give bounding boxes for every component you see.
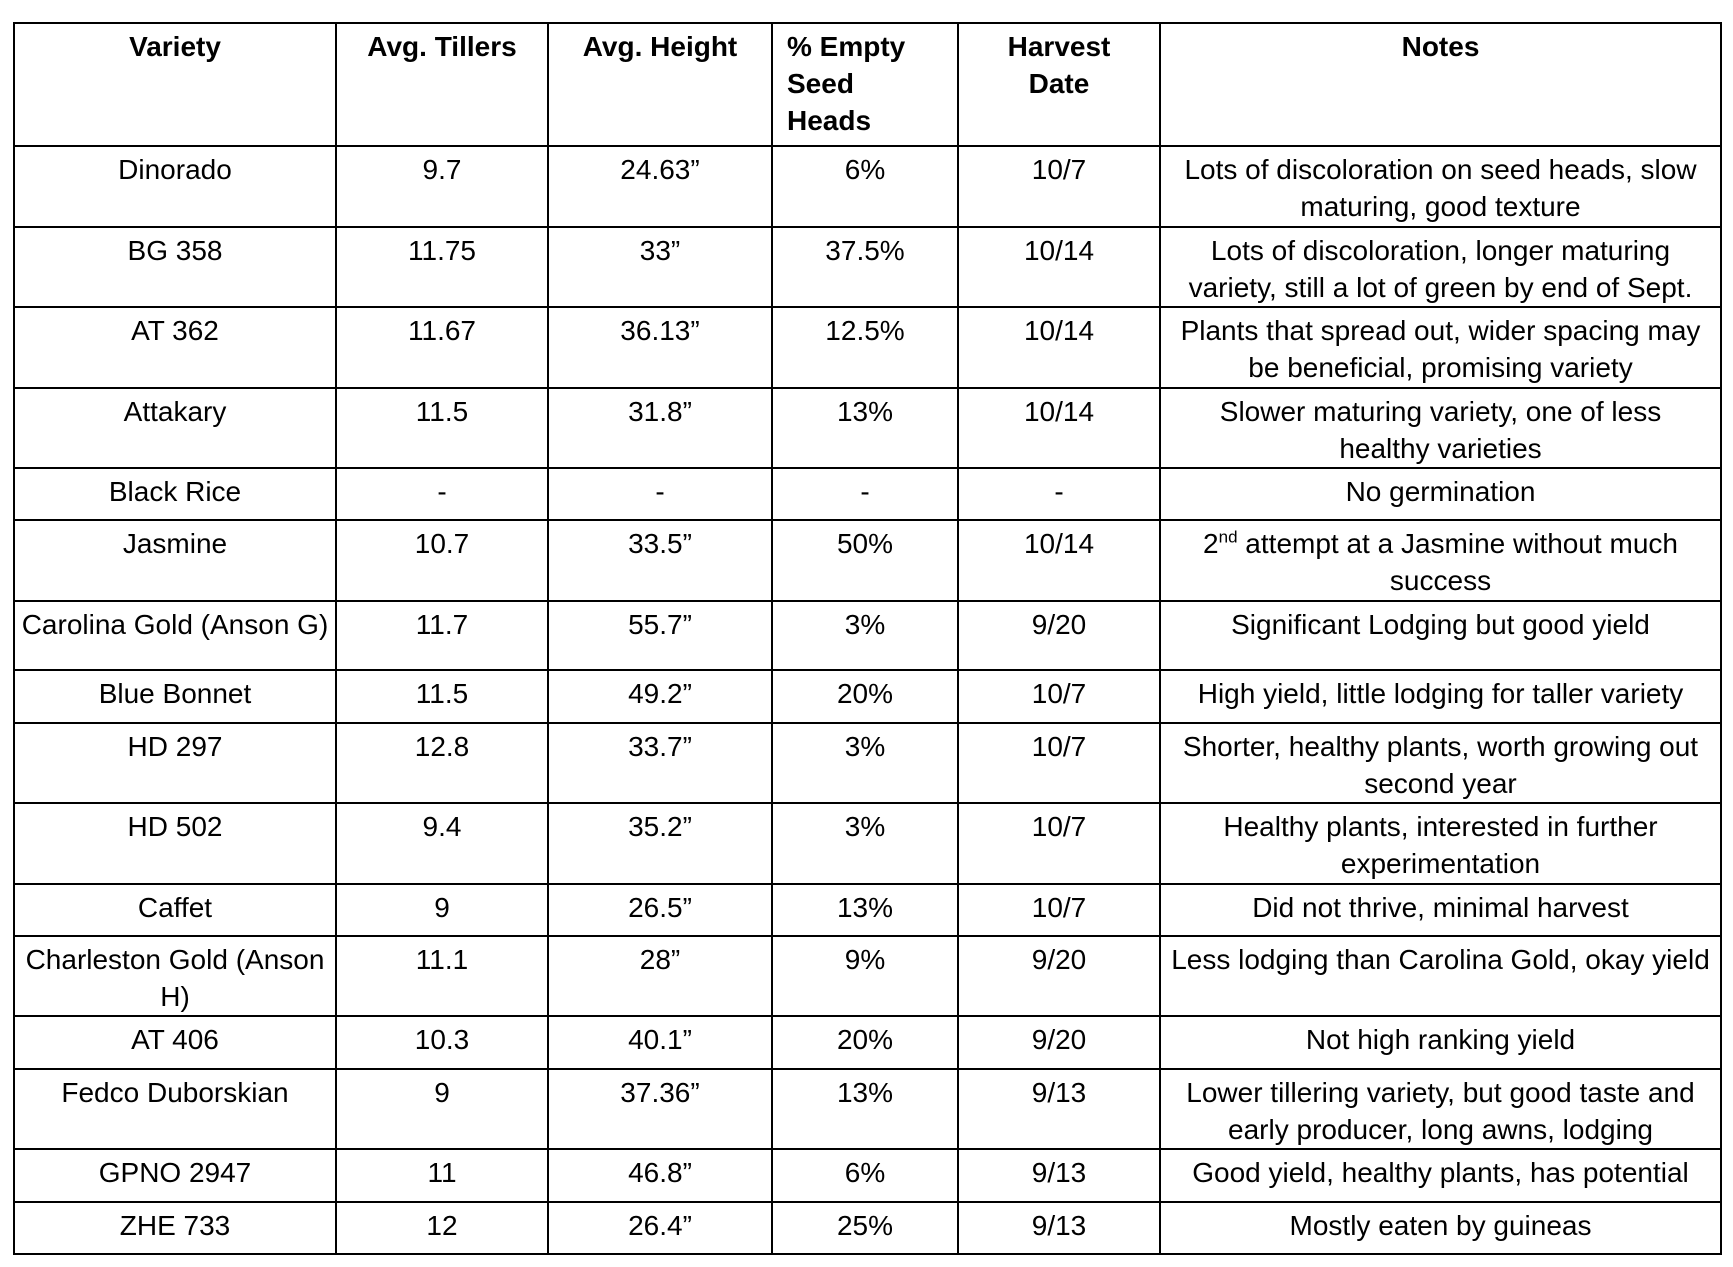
header-notes: Notes: [1160, 23, 1721, 146]
cell-empty-seed-heads: 3%: [772, 723, 958, 804]
cell-avg-tillers: 10.7: [336, 520, 548, 601]
cell-notes: Lots of discoloration on seed heads, slow maturing, good texture: [1160, 146, 1721, 227]
table-row: [14, 520, 1721, 601]
cell-avg-height: 33.5”: [548, 520, 772, 601]
cell-avg-height: 26.5”: [548, 884, 772, 936]
cell-variety: AT 406: [14, 1016, 336, 1068]
cell-notes: Good yield, healthy plants, has potential: [1160, 1149, 1721, 1201]
cell-avg-height: 24.63”: [548, 146, 772, 227]
cell-notes: Less lodging than Carolina Gold, okay yield: [1160, 936, 1721, 1017]
header-avg-height: Avg. Height: [548, 23, 772, 146]
cell-avg-height: 36.13”: [548, 307, 772, 388]
cell-avg-tillers: 11.1: [336, 936, 548, 1017]
cell-harvest-date: 10/14: [958, 520, 1160, 601]
table-row: [14, 307, 1721, 388]
cell-empty-seed-heads: 9%: [772, 936, 958, 1017]
cell-notes: Slower maturing variety, one of less healthy varieties: [1160, 388, 1721, 469]
cell-harvest-date: 10/7: [958, 723, 1160, 804]
table-row: [14, 803, 1721, 884]
cell-avg-tillers: 11.7: [336, 601, 548, 670]
cell-harvest-date: 9/20: [958, 601, 1160, 670]
cell-variety: Caffet: [14, 884, 336, 936]
cell-harvest-date: 10/7: [958, 803, 1160, 884]
cell-notes: Plants that spread out, wider spacing may be beneficial, promising variety: [1160, 307, 1721, 388]
cell-empty-seed-heads: 13%: [772, 1069, 958, 1150]
cell-avg-tillers: 9.4: [336, 803, 548, 884]
cell-variety: Dinorado: [14, 146, 336, 227]
cell-avg-tillers: 11.5: [336, 670, 548, 722]
cell-avg-tillers: 11.67: [336, 307, 548, 388]
table-row: [14, 146, 1721, 227]
notes-superscript: nd: [1218, 528, 1238, 547]
cell-avg-tillers: -: [336, 468, 548, 520]
cell-harvest-date: 9/20: [958, 936, 1160, 1017]
cell-notes: Significant Lodging but good yield: [1160, 601, 1721, 670]
cell-avg-tillers: 12.8: [336, 723, 548, 804]
table-row: [14, 1069, 1721, 1150]
cell-empty-seed-heads: 20%: [772, 1016, 958, 1068]
cell-avg-tillers: 10.3: [336, 1016, 548, 1068]
table-row: [14, 601, 1721, 670]
cell-avg-height: 49.2”: [548, 670, 772, 722]
cell-avg-height: 33.7”: [548, 723, 772, 804]
cell-empty-seed-heads: 3%: [772, 601, 958, 670]
cell-avg-height: 26.4”: [548, 1202, 772, 1254]
cell-avg-height: 31.8”: [548, 388, 772, 469]
cell-variety: Charleston Gold (Anson H): [14, 936, 336, 1017]
table-row: [14, 936, 1721, 1017]
table-row: [14, 468, 1721, 520]
notes-text: attempt at a Jasmine without much success: [1237, 528, 1678, 597]
cell-empty-seed-heads: 13%: [772, 884, 958, 936]
cell-avg-height: 55.7”: [548, 601, 772, 670]
cell-variety: Blue Bonnet: [14, 670, 336, 722]
table-row: [14, 1149, 1721, 1201]
cell-notes: High yield, little lodging for taller variety: [1160, 670, 1721, 722]
cell-variety: Carolina Gold (Anson G): [14, 601, 336, 670]
table-row: [14, 388, 1721, 469]
cell-variety: GPNO 2947: [14, 1149, 336, 1201]
cell-avg-height: 35.2”: [548, 803, 772, 884]
cell-empty-seed-heads: 20%: [772, 670, 958, 722]
table-row: [14, 1202, 1721, 1254]
cell-empty-seed-heads: 25%: [772, 1202, 958, 1254]
header-empty-seed-heads: % Empty Seed Heads: [772, 23, 958, 146]
cell-notes: [1160, 520, 1721, 601]
cell-empty-seed-heads: 3%: [772, 803, 958, 884]
cell-harvest-date: 10/14: [958, 307, 1160, 388]
cell-avg-height: 46.8”: [548, 1149, 772, 1201]
cell-avg-tillers: 9: [336, 884, 548, 936]
cell-notes: Lower tillering variety, but good taste and early producer, long awns, lodging: [1160, 1069, 1721, 1150]
cell-harvest-date: -: [958, 468, 1160, 520]
cell-variety: Attakary: [14, 388, 336, 469]
cell-variety: AT 362: [14, 307, 336, 388]
cell-harvest-date: 9/13: [958, 1202, 1160, 1254]
header-row: [14, 23, 1721, 146]
cell-avg-tillers: 11.5: [336, 388, 548, 469]
cell-avg-height: 37.36”: [548, 1069, 772, 1150]
cell-variety: HD 297: [14, 723, 336, 804]
cell-avg-height: 28”: [548, 936, 772, 1017]
cell-harvest-date: 9/13: [958, 1069, 1160, 1150]
cell-avg-height: 33”: [548, 227, 772, 308]
cell-harvest-date: 10/7: [958, 670, 1160, 722]
cell-empty-seed-heads: 37.5%: [772, 227, 958, 308]
cell-notes: Lots of discoloration, longer maturing variety, still a lot of green by end of Sept.: [1160, 227, 1721, 308]
cell-empty-seed-heads: 6%: [772, 1149, 958, 1201]
cell-variety: Black Rice: [14, 468, 336, 520]
cell-harvest-date: 10/14: [958, 227, 1160, 308]
cell-harvest-date: 10/7: [958, 884, 1160, 936]
cell-harvest-date: 9/20: [958, 1016, 1160, 1068]
cell-empty-seed-heads: 6%: [772, 146, 958, 227]
cell-notes: No germination: [1160, 468, 1721, 520]
cell-avg-tillers: 9.7: [336, 146, 548, 227]
cell-empty-seed-heads: 13%: [772, 388, 958, 469]
table-row: [14, 723, 1721, 804]
cell-avg-tillers: 11.75: [336, 227, 548, 308]
cell-empty-seed-heads: 12.5%: [772, 307, 958, 388]
cell-variety: HD 502: [14, 803, 336, 884]
rice-variety-table: [13, 22, 1722, 1255]
cell-notes: Not high ranking yield: [1160, 1016, 1721, 1068]
cell-avg-height: -: [548, 468, 772, 520]
cell-empty-seed-heads: -: [772, 468, 958, 520]
cell-variety: Fedco Duborskian: [14, 1069, 336, 1150]
table-row: [14, 227, 1721, 308]
table-body: [14, 146, 1721, 1254]
cell-notes: Mostly eaten by guineas: [1160, 1202, 1721, 1254]
cell-avg-tillers: 9: [336, 1069, 548, 1150]
table-row: [14, 1016, 1721, 1068]
cell-empty-seed-heads: 50%: [772, 520, 958, 601]
header-avg-tillers: Avg. Tillers: [336, 23, 548, 146]
notes-prefix: 2: [1203, 528, 1219, 560]
cell-variety: ZHE 733: [14, 1202, 336, 1254]
cell-harvest-date: 9/13: [958, 1149, 1160, 1201]
cell-variety: Jasmine: [14, 520, 336, 601]
cell-avg-height: 40.1”: [548, 1016, 772, 1068]
table-row: [14, 884, 1721, 936]
cell-variety: BG 358: [14, 227, 336, 308]
cell-harvest-date: 10/7: [958, 146, 1160, 227]
header-harvest-date: Harvest Date: [958, 23, 1160, 146]
cell-notes: Shorter, healthy plants, worth growing out second year: [1160, 723, 1721, 804]
cell-notes: Healthy plants, interested in further experimentation: [1160, 803, 1721, 884]
cell-avg-tillers: 11: [336, 1149, 548, 1201]
cell-avg-tillers: 12: [336, 1202, 548, 1254]
header-variety: Variety: [14, 23, 336, 146]
cell-notes: Did not thrive, minimal harvest: [1160, 884, 1721, 936]
cell-harvest-date: 10/14: [958, 388, 1160, 469]
table-row: [14, 670, 1721, 722]
